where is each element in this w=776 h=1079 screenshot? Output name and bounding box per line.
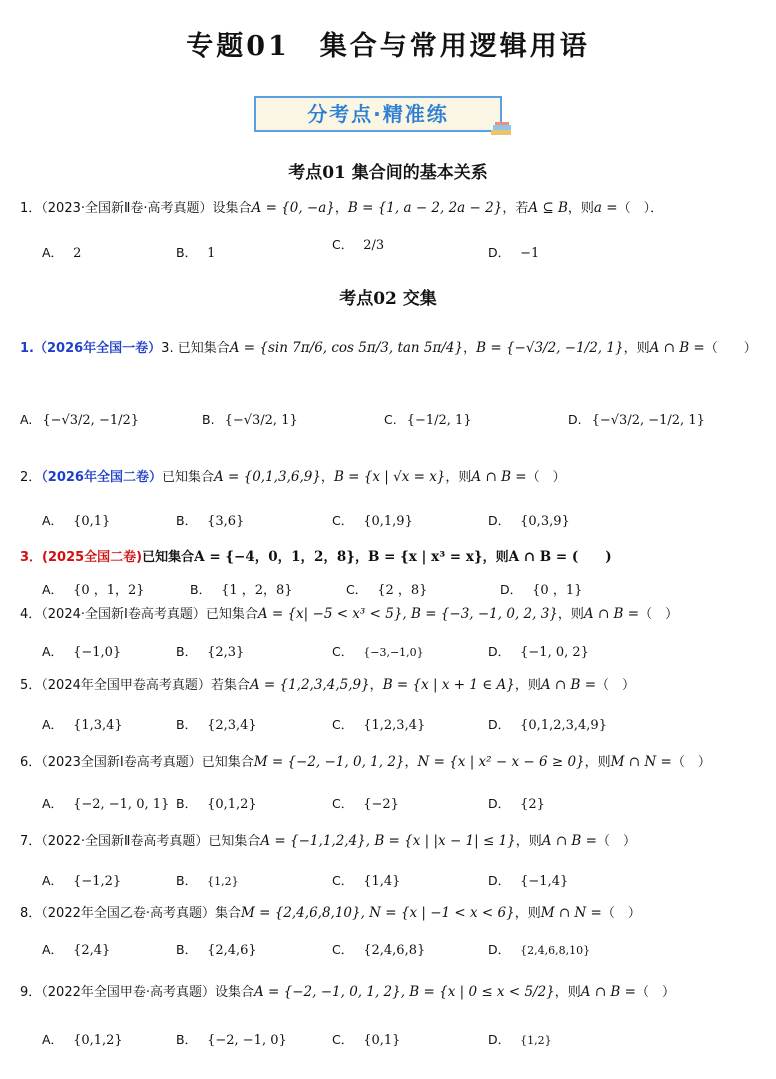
- option-value: {2,4}: [73, 943, 111, 958]
- option-d[interactable]: [488, 243, 539, 261]
- option-d[interactable]: [568, 412, 705, 428]
- source-tag: 3．(2025全国二卷): [20, 550, 143, 565]
- question-9-stem: 8．（2022年全国乙卷·高考真题）集合: [20, 906, 241, 921]
- books-icon: [490, 122, 514, 136]
- option-b[interactable]: [176, 642, 244, 660]
- set-a: A = {1,2,3,4,5,9}: [249, 677, 370, 693]
- option-value: {−√3/2, −1/2}: [42, 413, 140, 428]
- option-a[interactable]: [42, 243, 81, 261]
- answer-blank: （ ）: [639, 607, 679, 622]
- question-number: 2．: [20, 470, 42, 485]
- option-c[interactable]: [384, 412, 472, 428]
- option-value: {1,3,4}: [73, 718, 123, 733]
- intersection: M ∩ N =: [610, 754, 672, 770]
- option-label: A．: [42, 513, 64, 528]
- set-a: A = {−4，0，1，2，8}: [194, 549, 355, 565]
- question-5: [20, 606, 765, 623]
- question-1-text: ，则: [567, 201, 594, 216]
- separator: ，: [404, 755, 418, 770]
- question-5-stem: 4．（2024·全国新Ⅰ卷高考真题）已知集合: [20, 607, 258, 622]
- option-value: {2,4,6,8}: [363, 943, 426, 958]
- set-n: N = {x | x² − x − 6 ≥ 0}: [417, 754, 585, 770]
- option-a[interactable]: [42, 511, 110, 529]
- option-c[interactable]: [332, 715, 425, 733]
- set-definitions: A = {x| −5 < x³ < 5}, B = {−3, −1, 0, 2, 3}: [257, 606, 558, 622]
- question-8-text: ，则: [515, 834, 542, 849]
- option-label: D．: [488, 796, 511, 811]
- question-1-stem: 1．（2023·全国新Ⅱ卷·高考真题）设集合: [20, 201, 252, 216]
- separator: ，: [320, 470, 334, 485]
- option-label: C．: [332, 873, 354, 888]
- source-tag: （2026年全国二卷）: [41, 470, 162, 485]
- option-label: A．: [42, 942, 64, 957]
- intersection: A ∩ B =: [541, 833, 597, 849]
- option-value: {2,4,6,8,10}: [520, 944, 591, 957]
- question-2-text: ，则: [623, 341, 650, 356]
- option-label: B．: [176, 942, 198, 957]
- question-7-stem: 6．（2023全国新Ⅰ卷高考真题）已知集合: [20, 755, 254, 770]
- option-d[interactable]: [488, 794, 545, 812]
- option-c[interactable]: [332, 235, 384, 253]
- answer-blank: （ ）: [596, 834, 636, 849]
- question-8: [20, 833, 765, 850]
- set-a: A = {0, −a}: [251, 200, 335, 216]
- option-value: {−2, −1, 0}: [207, 1033, 287, 1048]
- option-label: B.: [202, 412, 215, 427]
- option-value: {2}: [520, 797, 545, 812]
- option-value: {−2, −1, 0, 1}: [73, 797, 170, 812]
- option-value: {0,1,2,3,4,9}: [520, 718, 607, 733]
- option-value: {−1,0}: [73, 645, 122, 660]
- option-d[interactable]: [488, 940, 590, 958]
- option-label: A．: [42, 1032, 64, 1047]
- option-label: A．: [42, 717, 64, 732]
- option-label: C.: [384, 412, 397, 427]
- option-b[interactable]: [176, 243, 215, 261]
- option-value: {0,1,9}: [363, 514, 413, 529]
- option-a[interactable]: [42, 1030, 123, 1048]
- option-value: {2 ，8}: [377, 583, 428, 598]
- option-label: A．: [42, 582, 64, 597]
- question-6: [20, 677, 765, 694]
- option-label: C．: [332, 513, 354, 528]
- question-10-text: ，则: [554, 985, 581, 1000]
- section-banner: [254, 96, 502, 132]
- question-3: [20, 469, 765, 486]
- option-c[interactable]: [332, 794, 399, 812]
- option-c[interactable]: [332, 511, 413, 529]
- question-10: [20, 984, 765, 1001]
- unknown-a: a =: [593, 200, 618, 216]
- option-label: D．: [488, 513, 511, 528]
- option-label: A．: [42, 873, 64, 888]
- answer-blank: （ ）．: [617, 201, 664, 216]
- option-label: A.: [20, 412, 33, 427]
- set-definitions: A = {−1,1,2,4}, B = {x | |x − 1| ≤ 1}: [260, 833, 516, 849]
- answer-blank: （ ）: [704, 341, 757, 356]
- option-label: A．: [42, 796, 64, 811]
- answer-blank: （ ）: [671, 755, 711, 770]
- option-value: {−1,4}: [520, 874, 569, 889]
- option-value: {−1,2}: [73, 874, 122, 889]
- option-c[interactable]: [332, 871, 400, 889]
- option-c[interactable]: [332, 940, 425, 958]
- option-label: A．: [42, 245, 64, 260]
- separator: ，: [334, 201, 348, 216]
- option-b[interactable]: [190, 579, 293, 598]
- question-7: [20, 754, 765, 771]
- option-d[interactable]: [488, 1030, 552, 1048]
- separator: ，: [354, 550, 368, 565]
- option-label: D．: [488, 942, 511, 957]
- option-a[interactable]: [20, 412, 139, 428]
- option-value: {2,3}: [207, 645, 245, 660]
- question-5-text: ，则: [557, 607, 584, 622]
- option-label: C．: [332, 717, 354, 732]
- intersection: A ∩ B =: [471, 469, 527, 485]
- answer-blank: （ ）: [635, 985, 675, 1000]
- option-value: {0,1,2}: [207, 797, 257, 812]
- intersection: A ∩ B = ( ): [508, 549, 612, 565]
- option-value: {2,3,4}: [207, 718, 257, 733]
- question-10-stem: 9．（2022年全国甲卷·高考真题）设集合: [20, 985, 254, 1000]
- set-m: M = {−2, −1, 0, 1, 2}: [253, 754, 405, 770]
- option-b[interactable]: [176, 715, 257, 733]
- option-value: 2/3: [363, 238, 385, 253]
- option-a[interactable]: [42, 871, 121, 889]
- answer-blank: （ ）: [601, 906, 641, 921]
- option-value: 2: [73, 246, 82, 261]
- question-6-stem: 5．（2024年全国甲卷高考真题）若集合: [20, 678, 250, 693]
- question-1: [20, 200, 765, 217]
- answer-blank: （ ）: [526, 470, 566, 485]
- set-b: B = {x | √x = x}: [333, 469, 446, 485]
- option-label: B．: [176, 245, 198, 260]
- option-value: {1,2}: [520, 1034, 552, 1047]
- question-8-stem: 7．（2022·全国新Ⅱ卷高考真题）已知集合: [20, 834, 261, 849]
- question-2: 1.（2026年全国一卷）3. 已知集合A = {sin 7π/6, cos 5π/3, tan 5π/4}，B = {−√3/2, −1/2, 1}，则A ∩ B =（ ）: [20, 340, 757, 356]
- option-label: C．: [332, 644, 354, 659]
- option-label: B．: [176, 1032, 198, 1047]
- option-b[interactable]: [176, 871, 239, 889]
- option-label: C．: [332, 796, 354, 811]
- option-value: {1,2,3,4}: [363, 718, 426, 733]
- option-value: {3,6}: [207, 514, 245, 529]
- section-heading-2: 考点02 交集: [339, 289, 437, 309]
- question-4-stem: 已知集合: [142, 550, 195, 565]
- option-label: B．: [176, 796, 198, 811]
- option-value: −1: [520, 246, 540, 261]
- option-b[interactable]: [202, 412, 298, 428]
- source-tag: 1.（2026年全国一卷）: [20, 341, 162, 356]
- option-label: D．: [488, 1032, 511, 1047]
- separator: ，: [369, 678, 383, 693]
- option-label: B．: [176, 644, 198, 659]
- set-definitions: A = {−2, −1, 0, 1, 2}, B = {x | 0 ≤ x < 5/2}: [254, 984, 555, 1000]
- question-9: [20, 905, 765, 922]
- option-value: {0 ，1，2}: [73, 583, 145, 598]
- question-1-text: ，若: [502, 201, 529, 216]
- option-label: B．: [190, 582, 212, 597]
- option-d[interactable]: [488, 511, 570, 529]
- option-label: C．: [346, 582, 368, 597]
- intersection: A ∩ B =: [583, 606, 640, 622]
- option-value: {1 ，2，8}: [221, 583, 293, 598]
- question-3-stem: 已知集合: [161, 470, 214, 485]
- section-heading-1: 考点01 集合间的基本关系: [288, 163, 488, 183]
- option-value: {2,4,6}: [207, 943, 257, 958]
- set-definitions: M = {2,4,6,8,10}, N = {x | −1 < x < 6}: [241, 905, 515, 921]
- option-d[interactable]: [500, 579, 582, 598]
- option-label: D．: [488, 245, 511, 260]
- set-b: B = {1, a − 2, 2a − 2}: [347, 200, 503, 216]
- question-6-text: ，则: [514, 678, 541, 693]
- option-value: {0 ，1}: [532, 583, 583, 598]
- option-label: D．: [488, 717, 511, 732]
- option-value: {−√3/2, −1/2, 1}: [591, 413, 705, 428]
- option-value: {−3,−1,0}: [363, 646, 424, 659]
- option-d[interactable]: [488, 715, 607, 733]
- page-title: 专题01 集合与常用逻辑用语: [186, 31, 590, 62]
- banner-label: 分考点·精准练: [307, 102, 449, 126]
- option-d[interactable]: [488, 871, 568, 889]
- question-4: [20, 549, 765, 566]
- question-9-text: ，则: [514, 906, 541, 921]
- option-b[interactable]: [176, 1030, 287, 1048]
- subset-condition: A ⊆ B: [528, 200, 568, 216]
- answer-blank: （ ）: [596, 678, 636, 693]
- option-label: C．: [332, 942, 354, 957]
- option-value: {0,1}: [363, 1033, 401, 1048]
- option-a[interactable]: [42, 715, 123, 733]
- option-value: {−2}: [363, 797, 399, 812]
- set-b: B = {−√3/2, −1/2, 1}: [476, 340, 624, 356]
- option-value: {−1/2, 1}: [406, 413, 472, 428]
- option-label: C．: [332, 237, 354, 252]
- option-label: B．: [176, 873, 198, 888]
- question-3-text: ，则: [445, 470, 472, 485]
- option-label: D.: [568, 412, 582, 427]
- option-d[interactable]: [488, 642, 589, 660]
- option-a[interactable]: [42, 579, 145, 598]
- option-b[interactable]: [176, 794, 257, 812]
- set-b: B = {x | x + 1 ∈ A}: [382, 677, 515, 693]
- option-a[interactable]: [42, 794, 169, 812]
- option-value: {0,1}: [73, 514, 111, 529]
- option-value: {0,3,9}: [520, 514, 570, 529]
- option-label: B．: [176, 717, 198, 732]
- option-b[interactable]: [176, 511, 244, 529]
- option-label: A．: [42, 644, 64, 659]
- option-c[interactable]: [332, 1030, 400, 1048]
- option-label: D．: [488, 644, 511, 659]
- option-a[interactable]: [42, 940, 110, 958]
- intersection: M ∩ N =: [540, 905, 602, 921]
- option-value: {0,1,2}: [73, 1033, 123, 1048]
- option-value: {−1, 0, 2}: [520, 645, 589, 660]
- intersection: A ∩ B =: [580, 984, 636, 1000]
- option-a[interactable]: [42, 642, 121, 660]
- option-b[interactable]: [176, 940, 257, 958]
- question-2-stem: 3. 已知集合: [161, 341, 230, 356]
- option-value: 1: [207, 246, 216, 261]
- option-label: B．: [176, 513, 198, 528]
- intersection: A ∩ B =: [649, 340, 705, 356]
- option-value: {1,2}: [207, 875, 239, 888]
- question-7-text: ，则: [584, 755, 611, 770]
- set-b: B = {x | x³ = x}: [367, 549, 483, 565]
- set-a: A = {0,1,3,6,9}: [213, 469, 321, 485]
- set-a: A = {sin 7π/6, cos 5π/3, tan 5π/4}: [229, 340, 464, 356]
- intersection: A ∩ B =: [540, 677, 597, 693]
- option-c[interactable]: [332, 642, 424, 660]
- option-label: C．: [332, 1032, 354, 1047]
- option-c[interactable]: [346, 579, 427, 598]
- question-4-text: ，则: [482, 550, 509, 565]
- option-label: D．: [488, 873, 511, 888]
- option-value: {−√3/2, 1}: [224, 413, 298, 428]
- option-label: D．: [500, 582, 523, 597]
- option-value: {1,4}: [363, 874, 401, 889]
